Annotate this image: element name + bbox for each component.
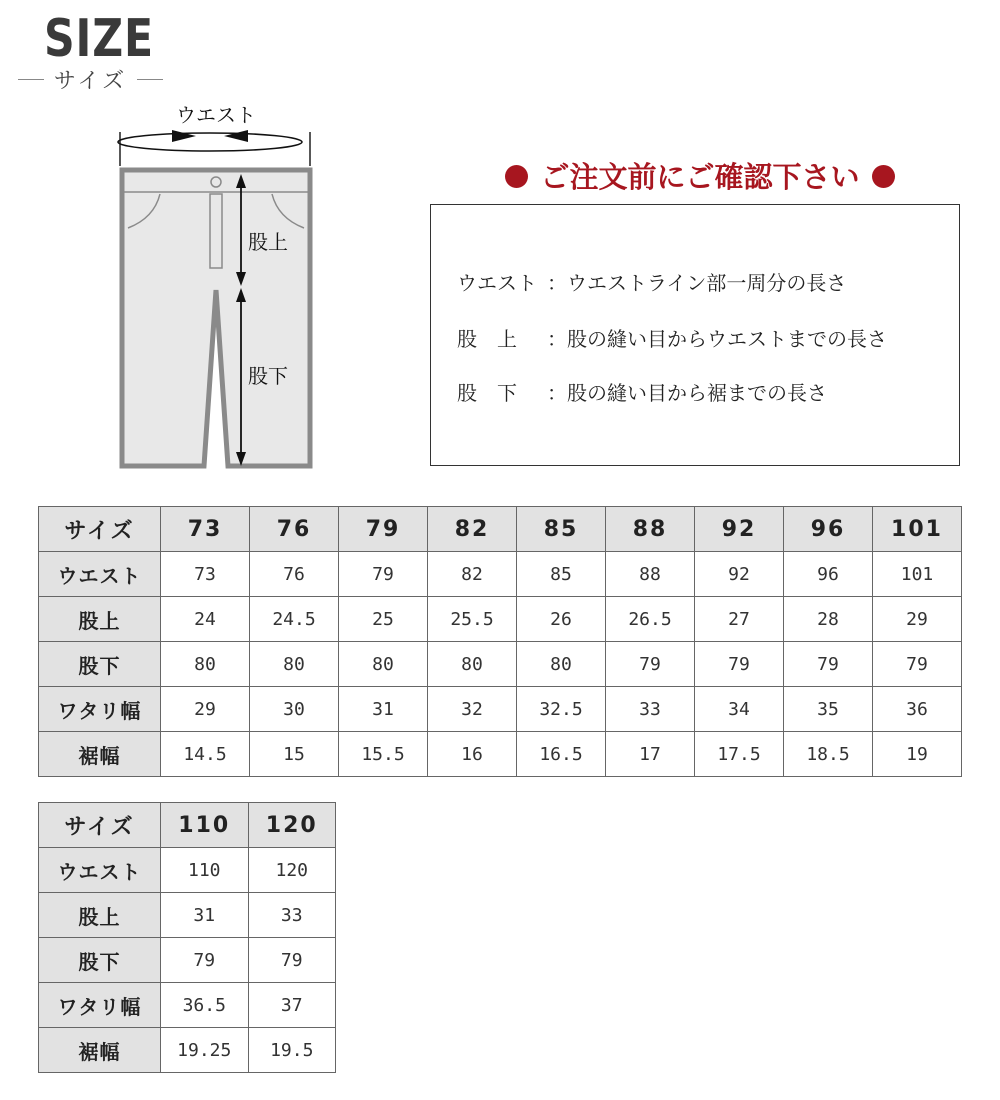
row-label: 裾幅 — [39, 732, 161, 777]
table-cell: 80 — [428, 642, 517, 687]
table-cell: 28 — [784, 597, 873, 642]
size-header-label: サイズ — [39, 507, 161, 552]
table-cell: 80 — [339, 642, 428, 687]
row-label: 股上 — [39, 893, 161, 938]
bullet-dot-icon — [505, 165, 528, 188]
pants-diagram — [100, 100, 330, 480]
notice-box — [430, 204, 960, 466]
table-cell: 73 — [161, 552, 250, 597]
table-cell: 16.5 — [517, 732, 606, 777]
table-cell: 96 — [784, 552, 873, 597]
table-cell: 80 — [517, 642, 606, 687]
size-header-cell: 76 — [250, 507, 339, 552]
waist-button-icon — [211, 177, 221, 187]
table-cell: 19.25 — [161, 1028, 249, 1073]
table-row — [39, 848, 336, 893]
row-label: 裾幅 — [39, 1028, 161, 1073]
size-header-cell: 73 — [161, 507, 250, 552]
bullet-dot-icon — [872, 165, 895, 188]
row-label: 股上 — [39, 597, 161, 642]
table-cell: 26 — [517, 597, 606, 642]
subtitle-left-rule — [18, 79, 44, 80]
size-header-cell: 96 — [784, 507, 873, 552]
table-cell: 88 — [606, 552, 695, 597]
table-cell: 79 — [606, 642, 695, 687]
size-header-cell: 85 — [517, 507, 606, 552]
table-cell: 35 — [784, 687, 873, 732]
table-cell: 25.5 — [428, 597, 517, 642]
table-cell: 79 — [873, 642, 962, 687]
row-label: 股下 — [39, 642, 161, 687]
table-cell: 26.5 — [606, 597, 695, 642]
table-cell: 29 — [873, 597, 962, 642]
subtitle-text: サイズ — [53, 68, 128, 94]
notice-title — [480, 155, 920, 199]
subtitle-right-rule — [137, 79, 163, 80]
size-table-main — [38, 506, 962, 777]
table-cell: 16 — [428, 732, 517, 777]
table-cell: 14.5 — [161, 732, 250, 777]
table-cell: 76 — [250, 552, 339, 597]
table-cell: 33 — [606, 687, 695, 732]
notice-desc: ：ウエストライン部一周分の長さ — [547, 271, 847, 295]
notice-title-text: ご注文前にご確認下さい — [540, 160, 860, 194]
table-cell: 34 — [695, 687, 784, 732]
notice-row-rise — [457, 323, 887, 352]
row-label: ワタリ幅 — [39, 983, 161, 1028]
table-cell: 32.5 — [517, 687, 606, 732]
table-cell: 79 — [339, 552, 428, 597]
table-cell: 27 — [695, 597, 784, 642]
table-cell: 24.5 — [250, 597, 339, 642]
table-cell: 82 — [428, 552, 517, 597]
size-header-row — [39, 507, 962, 552]
row-label: ワタリ幅 — [39, 687, 161, 732]
table-cell: 110 — [161, 848, 249, 893]
table-cell: 120 — [248, 848, 336, 893]
table-row — [39, 597, 962, 642]
table-cell: 101 — [873, 552, 962, 597]
table-row — [39, 938, 336, 983]
notice-desc: ：股の縫い目からウエストまでの長さ — [547, 327, 887, 351]
size-header-cell: 88 — [606, 507, 695, 552]
table-cell: 85 — [517, 552, 606, 597]
table-cell: 36 — [873, 687, 962, 732]
rise-label: 股上 — [248, 230, 288, 254]
inseam-label: 股下 — [248, 364, 288, 388]
table-row — [39, 642, 962, 687]
table-cell: 79 — [695, 642, 784, 687]
size-table-large — [38, 802, 336, 1073]
notice-desc: ：股の縫い目から裾までの長さ — [547, 381, 827, 405]
row-label: ウエスト — [39, 848, 161, 893]
table-cell: 18.5 — [784, 732, 873, 777]
table-row — [39, 1028, 336, 1073]
table-cell: 31 — [161, 893, 249, 938]
waist-arrow-right-icon — [224, 130, 248, 142]
size-header-cell: 101 — [873, 507, 962, 552]
table-cell: 33 — [248, 893, 336, 938]
notice-row-inseam — [457, 377, 827, 406]
row-label: ウエスト — [39, 552, 161, 597]
notice-term: 股 上 — [457, 327, 517, 351]
notice-term: ウエスト — [457, 271, 537, 295]
notice-term: 股 下 — [457, 381, 517, 405]
table-cell: 80 — [250, 642, 339, 687]
table-cell: 15 — [250, 732, 339, 777]
table-cell: 15.5 — [339, 732, 428, 777]
size-header-cell: 110 — [161, 803, 249, 848]
table-cell: 19.5 — [248, 1028, 336, 1073]
table-cell: 79 — [784, 642, 873, 687]
table-row — [39, 687, 962, 732]
table-cell: 32 — [428, 687, 517, 732]
table-row — [39, 893, 336, 938]
table-row — [39, 552, 962, 597]
table-cell: 36.5 — [161, 983, 249, 1028]
size-header-row — [39, 803, 336, 848]
table-cell: 30 — [250, 687, 339, 732]
table-cell: 80 — [161, 642, 250, 687]
table-cell: 17 — [606, 732, 695, 777]
table-cell: 79 — [248, 938, 336, 983]
page-subtitle — [18, 66, 163, 92]
row-label: 股下 — [39, 938, 161, 983]
notice-row-waist — [457, 267, 846, 296]
page-title: SIZE — [44, 9, 154, 69]
table-cell: 79 — [161, 938, 249, 983]
table-cell: 92 — [695, 552, 784, 597]
waist-arrow-left-icon — [172, 130, 196, 142]
table-cell: 25 — [339, 597, 428, 642]
pants-outline — [122, 170, 310, 466]
table-cell: 19 — [873, 732, 962, 777]
table-cell: 29 — [161, 687, 250, 732]
table-cell: 37 — [248, 983, 336, 1028]
size-header-label: サイズ — [39, 803, 161, 848]
waist-ellipse — [118, 133, 302, 151]
table-row — [39, 983, 336, 1028]
table-cell: 17.5 — [695, 732, 784, 777]
size-header-cell: 82 — [428, 507, 517, 552]
table-cell: 24 — [161, 597, 250, 642]
size-header-cell: 79 — [339, 507, 428, 552]
table-row — [39, 732, 962, 777]
size-header-cell: 120 — [248, 803, 336, 848]
waist-label: ウエスト — [176, 103, 256, 127]
table-cell: 31 — [339, 687, 428, 732]
size-header-cell: 92 — [695, 507, 784, 552]
